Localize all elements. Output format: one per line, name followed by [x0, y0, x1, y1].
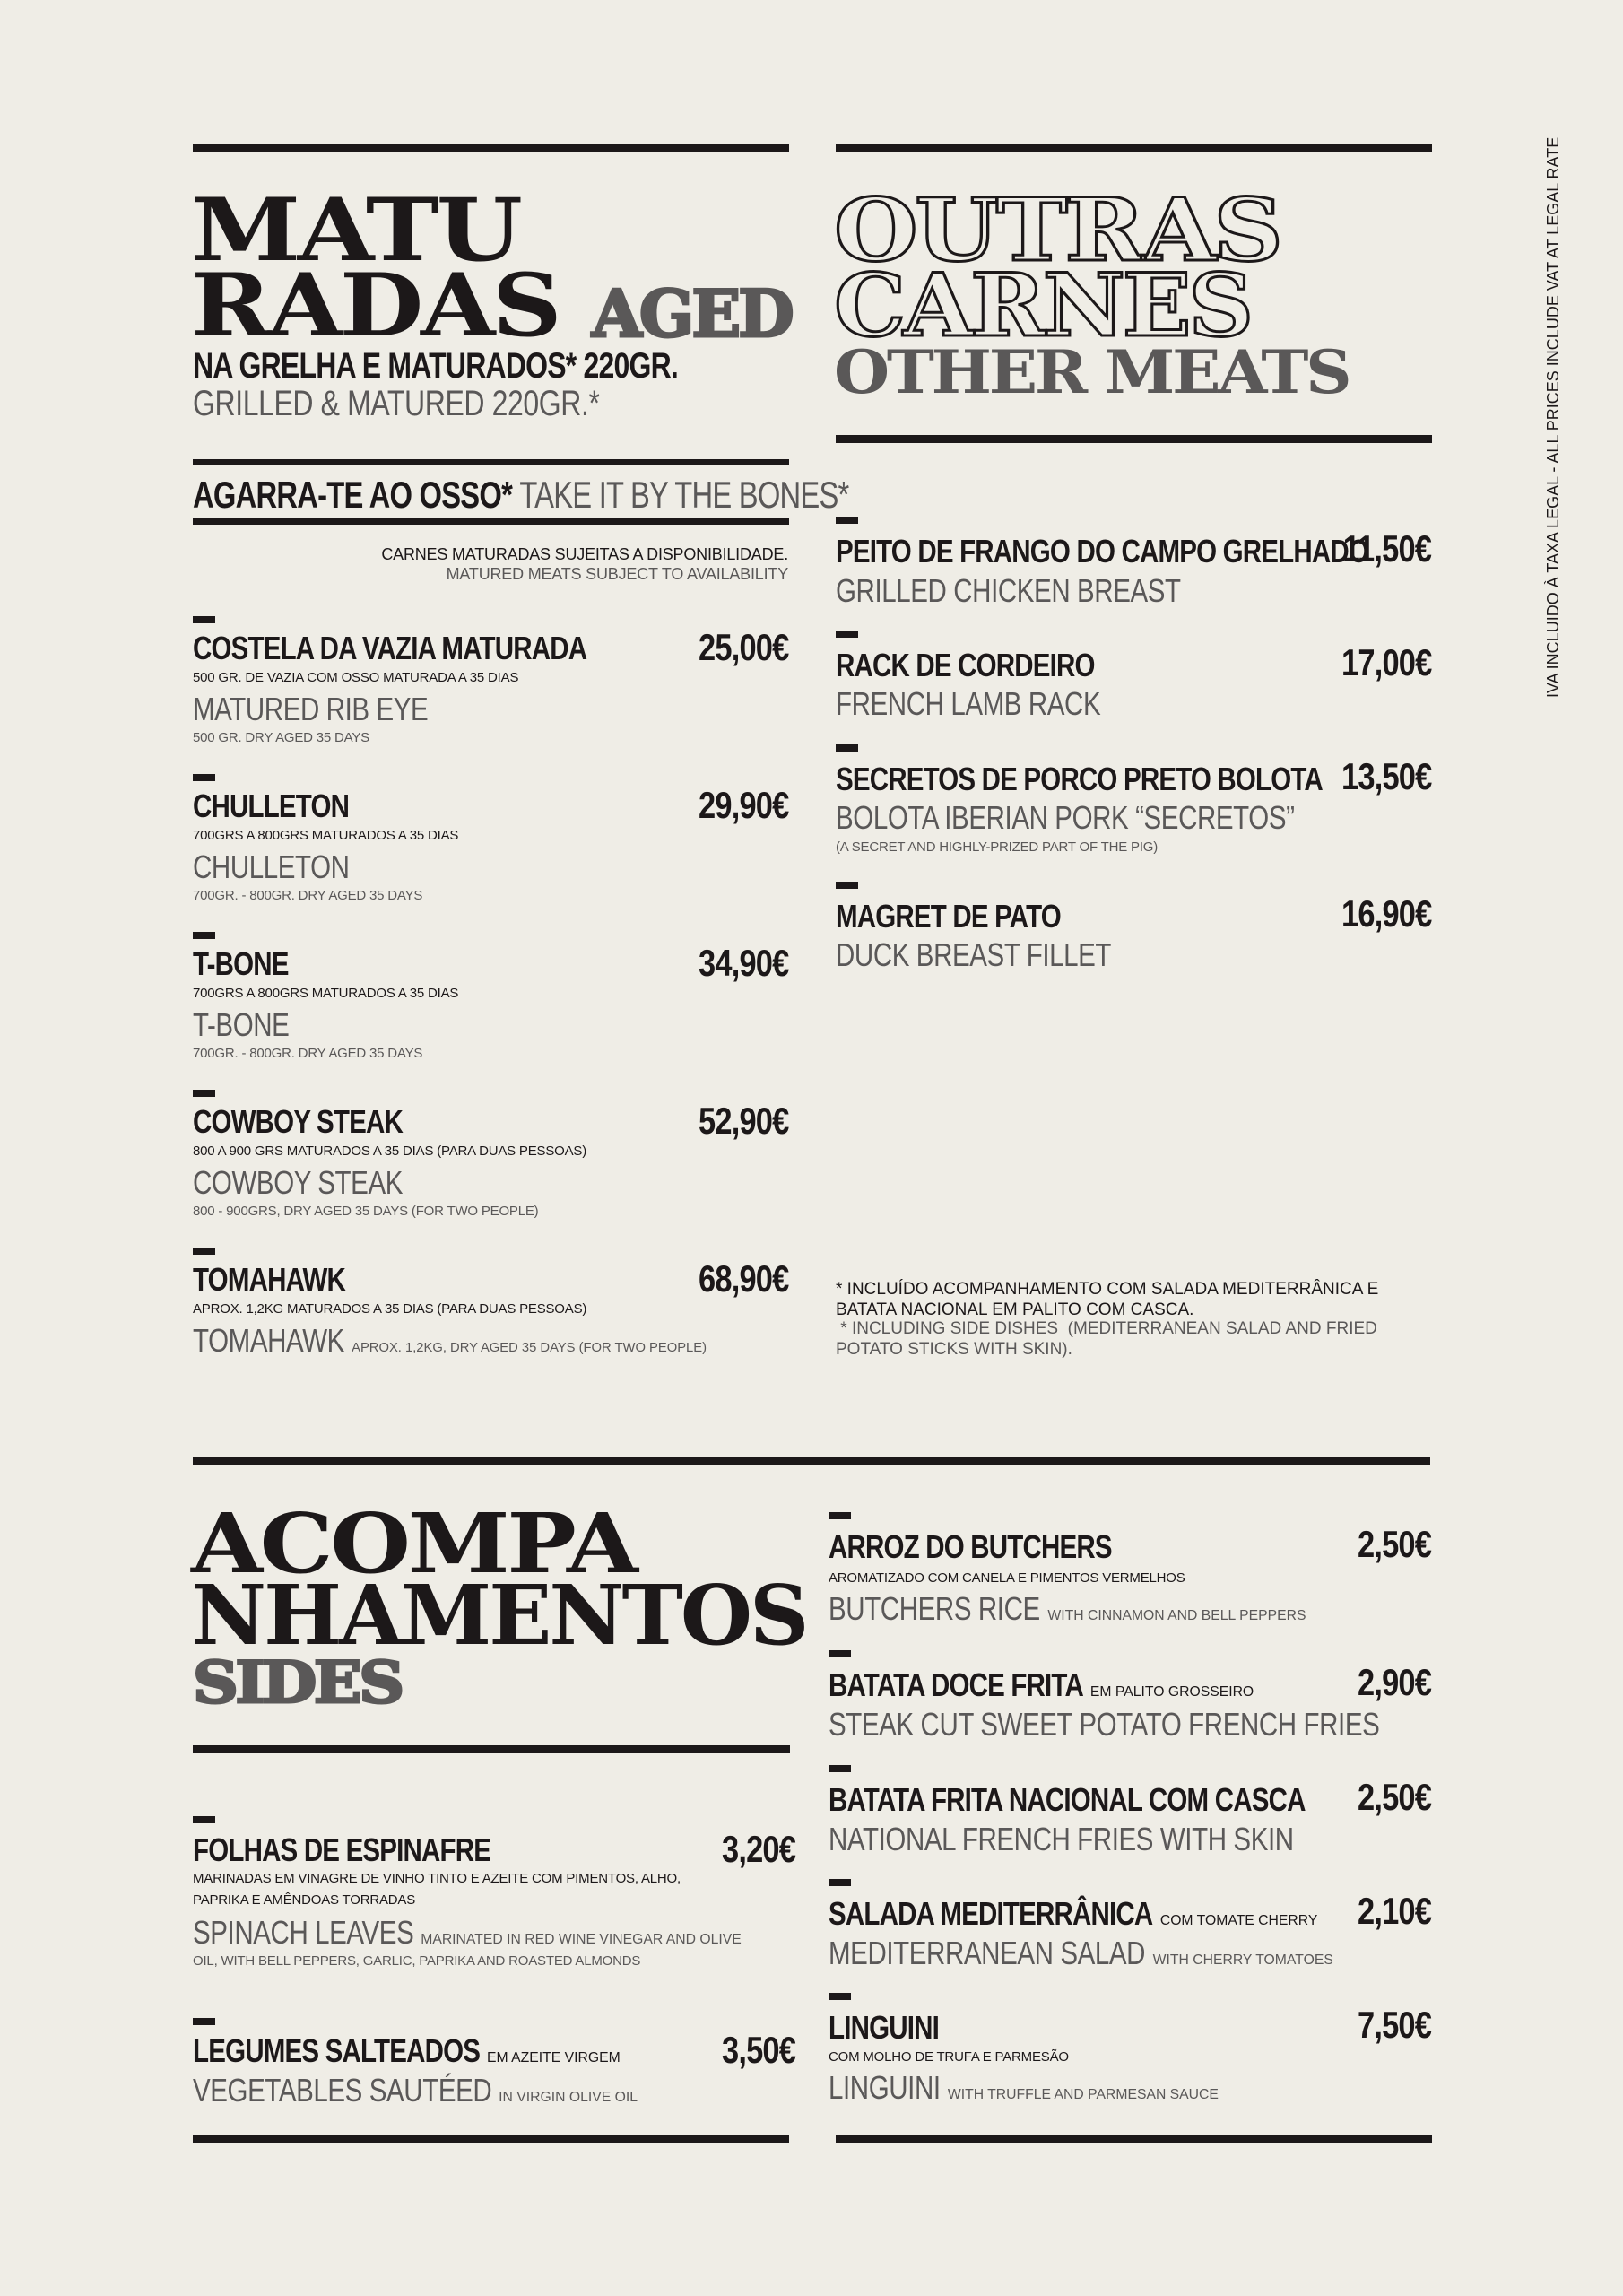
item-desc-en: 700GR. - 800GR. DRY AGED 35 DAYS	[193, 1046, 423, 1061]
bones-rule-bottom	[193, 518, 789, 525]
item-dash	[193, 1816, 215, 1823]
item-name: SALADA MEDITERRÂNICA	[829, 1895, 1153, 1932]
item-name-row	[829, 1666, 1254, 1704]
sides-title-en: SIDES	[193, 1649, 402, 1717]
item-desc-pt: 800 A 900 GRS MATURADOS A 35 DIAS (PARA DUAS PESSOAS)	[193, 1144, 587, 1159]
item-price: 68,90€	[698, 1257, 788, 1300]
item-desc-pt: 500 GR. DE VAZIA COM OSSO MATURADA A 35 DIAS	[193, 670, 519, 685]
item-name-en: STEAK CUT SWEET POTATO FRENCH FRIES	[829, 1706, 1380, 1743]
item-name: FOLHAS DE ESPINAFRE	[193, 1831, 491, 1868]
item-dash	[836, 744, 858, 752]
item-name: BATATA DOCE FRITA	[829, 1666, 1083, 1703]
item-dash	[193, 774, 215, 781]
item-name-en: MATURED RIB EYE	[193, 691, 429, 727]
item-price: 7,50€	[1357, 2004, 1431, 2046]
item-name-suffix: COM TOMATE CHERRY	[1159, 1913, 1318, 1928]
item-price: 2,10€	[1357, 1890, 1431, 1932]
outras-header-rule	[836, 435, 1432, 443]
item-name-en-row	[193, 2072, 638, 2109]
item-name: MAGRET DE PATO	[836, 898, 1061, 935]
item-desc-en: WITH CINNAMON AND BELL PEPPERS	[1046, 1608, 1306, 1623]
item-name-en: MEDITERRANEAN SALAD	[829, 1935, 1146, 1971]
item-desc-pt: MARINADAS EM VINAGRE DE VINHO TINTO E AZEITE COM PIMENTOS, ALHO,	[193, 1871, 681, 1886]
bones-heading	[193, 474, 849, 517]
sides-left-rule	[193, 1745, 790, 1753]
availability-en: MATURED MEATS SUBJECT TO AVAILABILITY	[446, 565, 788, 583]
item-name-en-row	[829, 1935, 1333, 1972]
item-desc-pt: PAPRIKA E AMÊNDOAS TORRADAS	[193, 1892, 416, 1908]
item-price: 34,90€	[698, 942, 788, 984]
item-name-en: FRENCH LAMB RACK	[836, 685, 1101, 722]
item-dash	[193, 932, 215, 939]
item-name-en: SPINACH LEAVES	[193, 1914, 414, 1951]
item-name: TOMAHAWK	[193, 1261, 346, 1298]
bones-rule-top	[193, 459, 789, 465]
item-price: 3,50€	[721, 2029, 795, 2071]
item-price: 11,50€	[1342, 527, 1431, 570]
item-desc-pt: COM MOLHO DE TRUFA E PARMESÃO	[829, 2049, 1069, 2065]
item-desc-en: OIL, WITH BELL PEPPERS, GARLIC, PAPRIKA AND ROASTED ALMONDS	[193, 1953, 641, 1969]
item-name-suffix: EM PALITO GROSSEIRO	[1090, 1684, 1254, 1700]
item-price: 2,50€	[1357, 1523, 1431, 1565]
item-desc-pt: AROMATIZADO COM CANELA E PIMENTOS VERMELHOS	[829, 1570, 1185, 1586]
item-name: SECRETOS DE PORCO PRETO BOLOTA	[836, 761, 1323, 797]
sides-title-line1: ACOMPA	[191, 1495, 636, 1592]
top-rule-left	[193, 144, 789, 152]
item-name-en: NATIONAL FRENCH FRIES WITH SKIN	[829, 1821, 1294, 1857]
item-name: ARROZ DO BUTCHERS	[829, 1528, 1112, 1565]
item-price: 2,50€	[1357, 1776, 1431, 1818]
item-desc-pt: 700GRS A 800GRS MATURADOS A 35 DIAS	[193, 828, 459, 843]
item-desc-pt: APROX. 1,2KG MATURADOS A 35 DIAS (PARA DUAS PESSOAS)	[193, 1301, 587, 1317]
bottom-rule-left	[193, 2135, 789, 2143]
item-name-en: VEGETABLES SAUTÉED	[193, 2072, 492, 2109]
item-dash	[836, 882, 858, 889]
bones-en: TAKE IT BY THE BONES*	[519, 474, 849, 516]
item-price: 3,20€	[721, 1828, 795, 1870]
item-price: 52,90€	[698, 1100, 788, 1142]
item-name-row	[829, 1895, 1318, 1933]
item-dash	[193, 2018, 215, 2025]
item-name-en-row	[829, 1590, 1306, 1628]
item-dash	[193, 1090, 215, 1097]
item-dash	[829, 1650, 851, 1657]
item-price: 29,90€	[698, 784, 788, 826]
item-dash	[193, 616, 215, 623]
item-dash	[829, 1879, 851, 1886]
sides-included-note-pt: * INCLUÍDO ACOMPANHAMENTO COM SALADA MEDITERRÂNICA E BATATA NACIONAL EM PALITO COM CASCA.	[836, 1280, 1379, 1319]
item-name-en-row	[829, 2069, 1219, 2107]
item-name: PEITO DE FRANGO DO CAMPO GRELHADO	[836, 533, 1368, 570]
item-price: 2,90€	[1357, 1661, 1431, 1703]
item-desc-en: 700GR. - 800GR. DRY AGED 35 DAYS	[193, 888, 423, 903]
outras-title-line2: CARNES	[834, 255, 1252, 356]
maturadas-title-en: AGED	[592, 275, 792, 352]
item-desc-en: (A SECRET AND HIGHLY-PRIZED PART OF THE PIG)	[836, 839, 1159, 855]
item-name-en: BOLOTA IBERIAN PORK “SECRETOS”	[836, 799, 1295, 836]
item-desc-en: WITH CHERRY TOMATOES	[1152, 1952, 1333, 1968]
item-price: 16,90€	[1341, 892, 1431, 935]
outras-title-line1: OUTRAS	[834, 179, 1280, 281]
availability-pt: CARNES MATURADAS SUJEITAS A DISPONIBILIDADE.	[381, 545, 788, 563]
sides-title-line2: NHAMENTOS	[191, 1567, 807, 1664]
item-dash	[829, 1993, 851, 2000]
item-name-en: LINGUINI	[829, 2069, 941, 2106]
outras-title-en: OTHER MEATS	[834, 337, 1350, 407]
item-name: T-BONE	[193, 945, 289, 982]
bones-pt: AGARRA-TE AO OSSO*	[193, 474, 513, 516]
item-name-en: COWBOY STEAK	[193, 1164, 404, 1201]
maturadas-title-line2: RADAS	[191, 255, 560, 356]
item-name: LEGUMES SALTEADOS	[193, 2032, 481, 2069]
bottom-rule-right	[836, 2135, 1432, 2143]
item-name: RACK DE CORDEIRO	[836, 647, 1095, 683]
sides-included-note-en: * INCLUDING SIDE DISHES (MEDITERRANEAN SALAD AND FRIED POTATO STICKS WITH SKIN).	[836, 1319, 1383, 1359]
item-desc-en: MARINATED IN RED WINE VINEGAR AND OLIVE	[421, 1932, 742, 1947]
item-name-en: DUCK BREAST FILLET	[836, 936, 1112, 973]
maturadas-title-line1: MATU	[191, 179, 520, 281]
maturadas-subtitle-pt: NA GRELHA E MATURADOS* 220GR.	[193, 346, 679, 386]
item-desc-en: IN VIRGIN OLIVE OIL	[499, 2090, 638, 2105]
item-desc-en: 800 - 900GRS, DRY AGED 35 DAYS (FOR TWO PEOPLE)	[193, 1204, 539, 1219]
item-dash	[836, 517, 858, 524]
item-name-en-row	[193, 1914, 742, 1952]
top-rule-right	[836, 144, 1432, 152]
vat-side-note: IVA INCLUIDO À TAXA LEGAL - ALL PRICES INCLUDE VAT AT LEGAL RATE	[1544, 136, 1562, 698]
sides-top-rule	[193, 1457, 1430, 1465]
item-dash	[829, 1765, 851, 1772]
item-name: COSTELA DA VAZIA MATURADA	[193, 630, 587, 666]
item-desc-en: APROX. 1,2KG, DRY AGED 35 DAYS (FOR TWO PEOPLE)	[352, 1340, 707, 1355]
item-name-en-row	[193, 1322, 707, 1360]
item-name: BATATA FRITA NACIONAL COM CASCA	[829, 1781, 1306, 1818]
item-desc-pt: 700GRS A 800GRS MATURADOS A 35 DIAS	[193, 986, 459, 1001]
item-name-suffix: EM AZEITE VIRGEM	[487, 2050, 621, 2066]
item-name: CHULLETON	[193, 787, 350, 824]
item-dash	[836, 631, 858, 638]
item-desc-en: WITH TRUFFLE AND PARMESAN SAUCE	[947, 2087, 1219, 2102]
item-name-en: CHULLETON	[193, 848, 350, 885]
item-name-en: T-BONE	[193, 1006, 290, 1043]
item-dash	[829, 1512, 851, 1519]
item-name: LINGUINI	[829, 2009, 939, 2046]
item-name-row	[193, 2032, 621, 2070]
item-name-en: GRILLED CHICKEN BREAST	[836, 572, 1181, 609]
item-name: COWBOY STEAK	[193, 1103, 403, 1140]
item-dash	[193, 1248, 215, 1255]
item-price: 13,50€	[1341, 755, 1431, 797]
item-name-en: BUTCHERS RICE	[829, 1590, 1040, 1627]
item-desc-en: 500 GR. DRY AGED 35 DAYS	[193, 730, 369, 745]
item-price: 25,00€	[698, 626, 788, 668]
item-name-en: TOMAHAWK	[193, 1322, 344, 1359]
maturadas-subtitle-en: GRILLED & MATURED 220GR.*	[193, 384, 600, 423]
item-price: 17,00€	[1341, 641, 1431, 683]
